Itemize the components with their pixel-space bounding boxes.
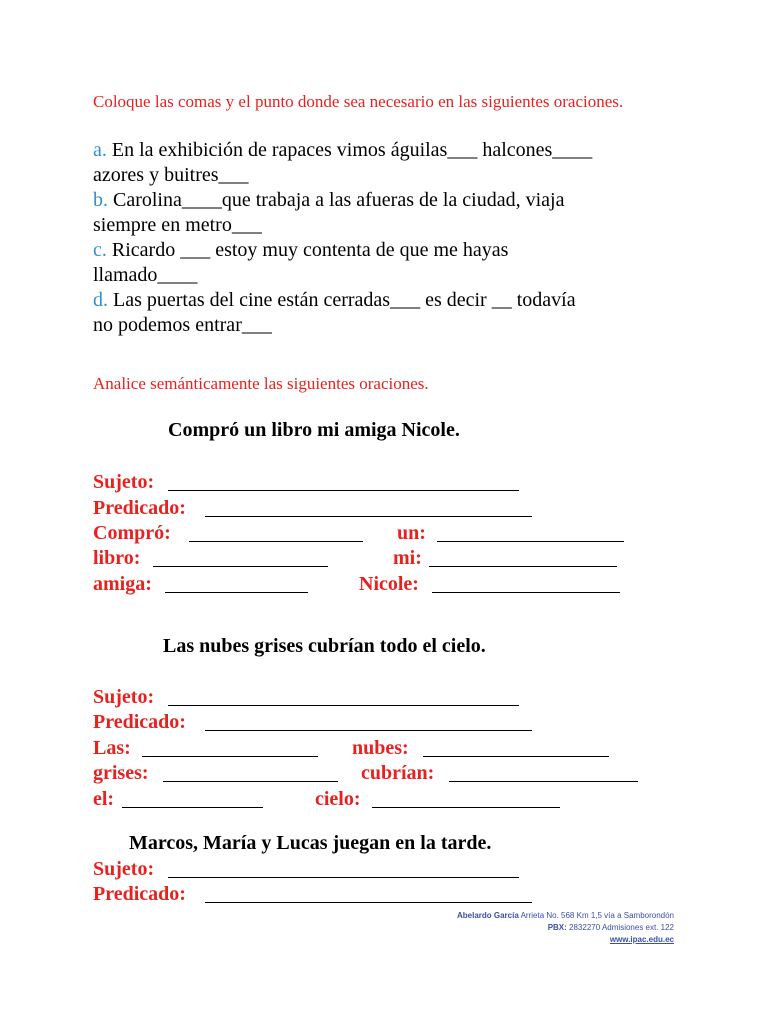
answer-line[interactable] (205, 902, 532, 903)
exercise-item-d (93, 288, 693, 338)
answer-line[interactable] (168, 877, 519, 878)
sentence-3: Marcos, María y Lucas juegan en la tarde. (129, 832, 492, 854)
analysis-row (93, 858, 713, 884)
item-text: Ricardo ___ estoy muy contenta de que me hayas (106, 239, 509, 261)
sentence-1: Compró un libro mi amiga Nicole. (168, 419, 460, 441)
field-label: Nicole: (359, 573, 419, 595)
item-text: Las puertas del cine están cerradas___ es decir __ todavía (108, 289, 576, 311)
field-label: cubrían: (361, 762, 435, 784)
answer-line[interactable] (189, 541, 363, 542)
analysis-row (93, 762, 713, 788)
field-label: mi: (393, 547, 422, 569)
answer-line[interactable] (122, 807, 263, 808)
field-label: el: (93, 788, 115, 810)
exercise-item-a (93, 138, 693, 188)
item-text: En la exhibición de rapaces vimos águilas___ halcones____ (106, 139, 593, 161)
footer-url-link[interactable]: www.ipac.edu.ec (609, 935, 674, 944)
item-letter: a. (93, 139, 107, 161)
answer-line[interactable] (432, 592, 620, 593)
analysis-row (93, 686, 713, 712)
footer-address (457, 910, 674, 946)
analysis-row (93, 737, 713, 763)
item-text: Carolina____que trabaja a las afueras de la ciudad, viaja (108, 189, 565, 211)
analysis-row (93, 788, 713, 814)
answer-line[interactable] (153, 566, 328, 567)
field-label: Compró: (93, 522, 171, 544)
field-label: un: (397, 522, 426, 544)
footer-name: Abelardo García (456, 911, 519, 920)
item-text-continued: azores y buitres___ (93, 164, 249, 186)
analysis-row (93, 883, 713, 909)
field-label: Sujeto: (93, 858, 155, 880)
sentence-2: Las nubes grises cubrían todo el cielo. (163, 635, 486, 657)
item-text-continued: siempre en metro___ (93, 214, 262, 236)
exercise2-instruction: Analice semánticamente las siguientes oraciones. (93, 374, 429, 393)
field-label: grises: (93, 762, 149, 784)
footer-pbx-label: PBX: (547, 923, 567, 932)
exercise-item-b (93, 188, 693, 238)
answer-line[interactable] (165, 592, 308, 593)
analysis-row (93, 497, 713, 523)
footer-address-text: Arrieta No. 568 Km 1,5 vía a Samborondón (518, 911, 674, 920)
item-letter: c. (93, 239, 107, 261)
field-label: nubes: (352, 737, 409, 759)
item-text-continued: no podemos entrar___ (93, 314, 272, 336)
field-label: amiga: (93, 573, 152, 595)
answer-line[interactable] (429, 566, 617, 567)
exercise1-instruction: Coloque las comas y el punto donde sea necesario en las siguientes oraciones. (93, 92, 624, 111)
answer-line[interactable] (168, 490, 519, 491)
exercise-item-c (93, 238, 693, 288)
answer-line[interactable] (168, 705, 519, 706)
item-letter: d. (93, 289, 108, 311)
field-label: cielo: (315, 788, 361, 810)
answer-line[interactable] (372, 807, 560, 808)
item-text-continued: llamado____ (93, 264, 198, 286)
field-label: libro: (93, 547, 141, 569)
analysis-row (93, 573, 713, 599)
answer-line[interactable] (163, 781, 338, 782)
field-label: Predicado: (93, 883, 186, 905)
analysis-row (93, 711, 713, 737)
answer-line[interactable] (449, 781, 638, 782)
field-label: Predicado: (93, 497, 186, 519)
item-letter: b. (93, 189, 108, 211)
answer-line[interactable] (205, 730, 532, 731)
field-label: Sujeto: (93, 686, 155, 708)
analysis-row (93, 471, 713, 497)
field-label: Sujeto: (93, 471, 155, 493)
footer-phone: 2832270 Admisiones ext. 122 (566, 923, 674, 932)
answer-line[interactable] (142, 756, 318, 757)
analysis-row (93, 547, 713, 573)
field-label: Las: (93, 737, 131, 759)
answer-line[interactable] (437, 541, 624, 542)
answer-line[interactable] (205, 516, 532, 517)
field-label: Predicado: (93, 711, 186, 733)
answer-line[interactable] (423, 756, 609, 757)
analysis-row (93, 522, 713, 548)
